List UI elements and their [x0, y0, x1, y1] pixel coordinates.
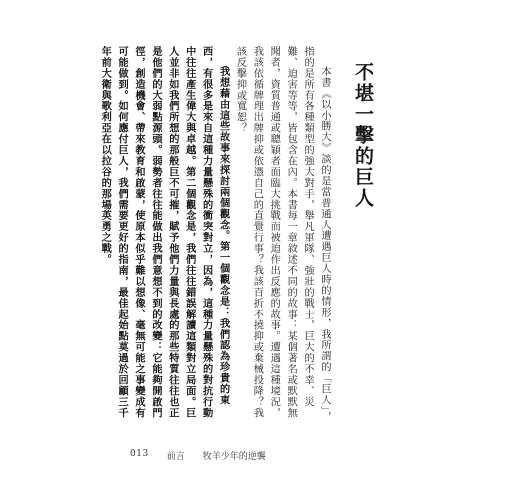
paragraph-2: 我想藉由這些故事來探討兩個觀念。第一個觀念是：我們認為珍貴的東西，有很多是來自這種力量懸殊的衝突對立，因為，這種力量懸殊的對抗行動中往往產生偉大與卓越。第二個觀念是，我們往往錯誤解讀這類對立局面。巨人並非如我們所想的那般巨不可摧，賦予他們力量與長處的那些特質往往也正是他們的大弱點源頭。弱勢者往往能做出我們意想不到的改變：它能夠開啟門徑，創造機會、帶來教育和啟蒙，使原本似乎難以想像、毫無可能之事變成有可能做到。如何應付巨人，我們需要更好的指南，最佳起始點莫過於回顧三千年前大衛與歌利亞在以拉谷的那場英勇之戰。	[99, 46, 229, 419]
chapter-title: 不堪一擊的巨人	[352, 62, 374, 209]
section-name: 前言	[166, 452, 185, 462]
paragraph-1: 本書《以小勝大》談的是當普通人遭遇巨人時的情形，我所謂的「巨人」，指的是所有各種類型的強大對手，舉凡軍隊、強壯的戰士，巨大的不幸、災難、迫害等等，皆包含在內。本書每一章敘述不同的故事：某個著名或默默無聞者，資質普通或聰穎者面臨大挑戰而被迫作出反應的故事。遭遇這種境況，我該依循牌理出牌抑或依憑自己的直覺行事？我該百折不撓抑或棄械投降？我該反擊抑或寬恕？	[234, 46, 330, 423]
page-footer	[130, 449, 266, 462]
body-text-block	[95, 46, 332, 426]
page-number: 013	[130, 449, 149, 459]
running-title: 牧羊少年的逆襲	[202, 452, 266, 462]
